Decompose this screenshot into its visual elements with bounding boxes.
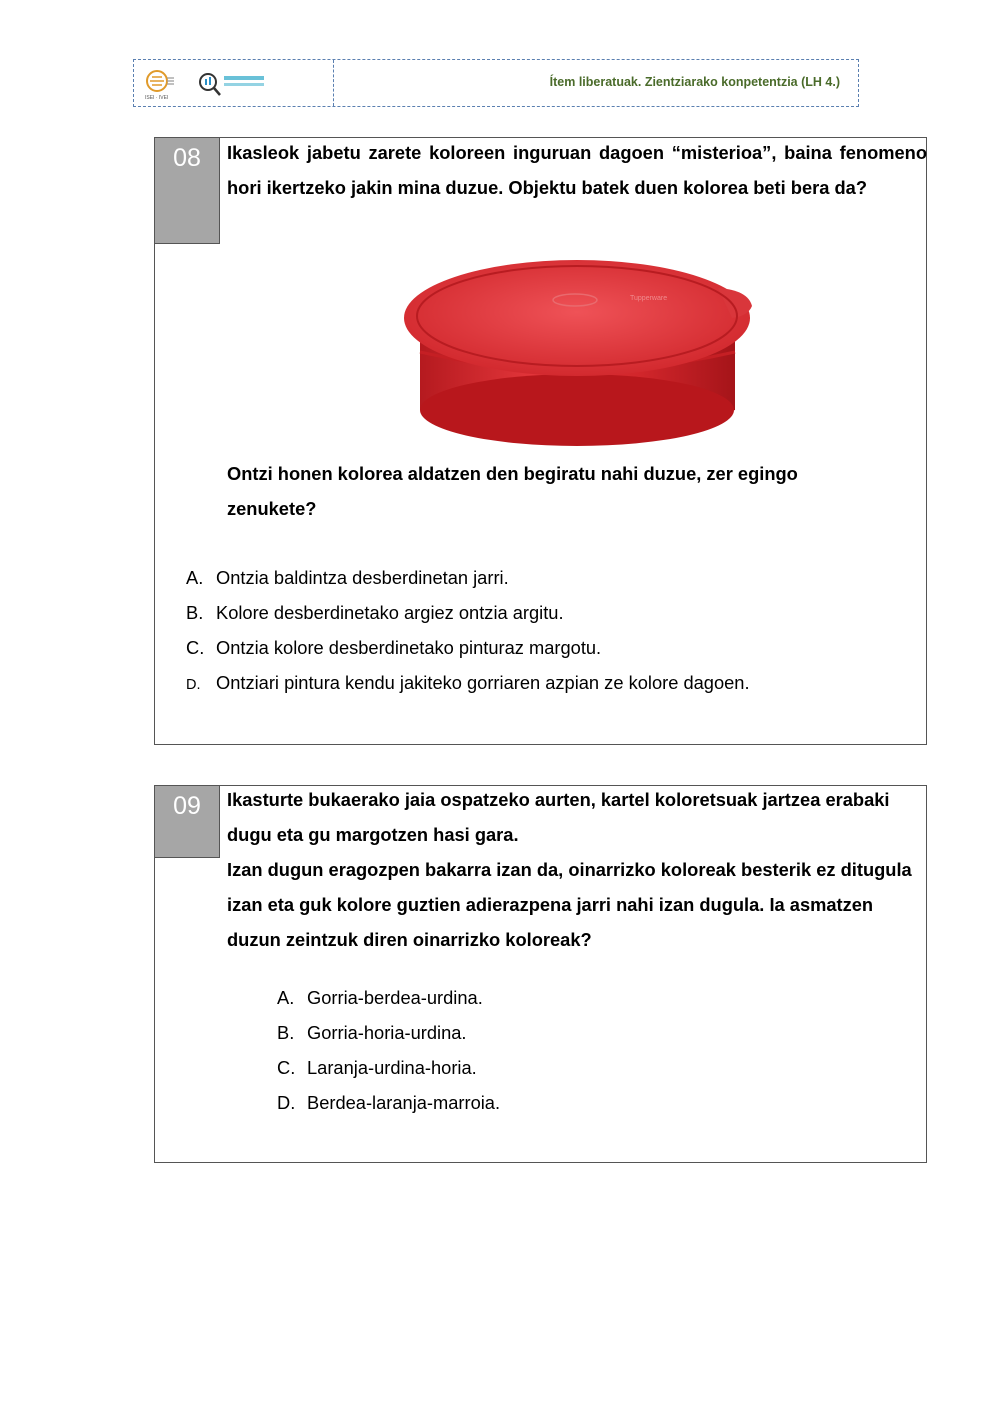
- option-c[interactable]: [186, 630, 601, 665]
- question-08-box: [154, 137, 927, 745]
- option-letter: D.: [277, 1092, 296, 1113]
- option-text: Berdea-laranja-marroia.: [307, 1092, 501, 1113]
- option-letter: C.: [277, 1057, 296, 1078]
- option-b[interactable]: [186, 595, 564, 630]
- question-number: 08: [155, 138, 220, 244]
- option-d[interactable]: [277, 1085, 500, 1120]
- option-letter: B.: [277, 1022, 295, 1043]
- header-logos: [140, 68, 330, 102]
- question-intro: Ikasleok jabetu zarete koloreen inguruan dagoen “misterioa”, baina fenomeno hori ikertzeko jakin mina duzue. Objektu batek duen kolorea beti bera da?: [227, 142, 927, 198]
- header-divider: [333, 60, 334, 106]
- option-text: Kolore desberdinetako argiez ontzia argitu.: [216, 602, 564, 623]
- isei-logo-icon: [140, 68, 330, 102]
- option-letter: B.: [186, 602, 204, 623]
- option-text: Gorria-berdea-urdina.: [307, 987, 483, 1008]
- option-letter: C.: [186, 637, 205, 658]
- option-text: Ontziari pintura kendu jakiteko gorriaren azpian ze kolore dagoen.: [216, 672, 750, 693]
- option-letter: A.: [277, 987, 295, 1008]
- isei-logo-text: ISEI · IVEI: [145, 95, 169, 101]
- option-a[interactable]: [277, 980, 483, 1015]
- option-text: Ontzia kolore desberdinetako pinturaz margotu.: [216, 637, 602, 658]
- option-c[interactable]: [277, 1050, 477, 1085]
- page-header: [133, 59, 859, 107]
- question-number: 09: [155, 786, 220, 858]
- option-text: Ontzia baldintza desberdinetan jarri.: [216, 567, 509, 588]
- question-text: Ontzi honen kolorea aldatzen den begiratu nahi duzue, zer egingo zenukete?: [227, 463, 798, 519]
- option-letter: A.: [186, 567, 204, 588]
- question-intro: Ikasturte bukaerako jaia ospatzeko aurten, kartel koloretsuak jartzea erabaki dugu eta gu margotzen hasi gara.: [227, 789, 890, 845]
- option-b[interactable]: [277, 1015, 467, 1050]
- option-d[interactable]: [186, 665, 750, 703]
- header-title: Ítem liberatuak. Zientziarako konpetentzia (LH 4.): [549, 75, 840, 89]
- red-container-image: [400, 260, 760, 450]
- option-text: Laranja-urdina-horia.: [307, 1057, 477, 1078]
- question-09-box: [154, 785, 927, 1163]
- option-letter: D.: [186, 677, 201, 693]
- option-text: Gorria-horia-urdina.: [307, 1022, 467, 1043]
- image-brand-text: Tupperware: [630, 295, 668, 302]
- option-a[interactable]: [186, 560, 509, 595]
- question-text: Izan dugun eragozpen bakarra izan da, oinarrizko koloreak besterik ez ditugula izan eta guk kolore guztien adierazpena jarri nahi izan dugula. Ia asmatzen duzun zeintzuk diren oinarrizko koloreak?: [227, 859, 912, 950]
